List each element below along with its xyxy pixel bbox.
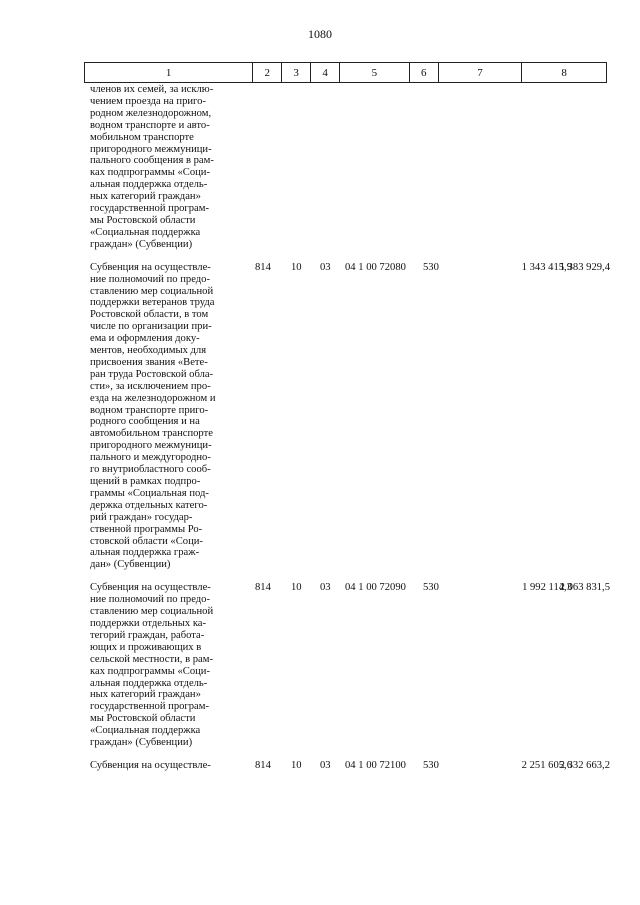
row-description: Субвенция на осуществле- <box>90 759 211 771</box>
header-col-8: 8 <box>561 66 567 79</box>
row-section-code: 10 <box>291 759 302 771</box>
row-section-code: 10 <box>291 261 302 273</box>
table-header <box>84 62 607 83</box>
row-glav-code: 814 <box>255 759 271 771</box>
table-row <box>90 760 610 772</box>
header-col-3: 3 <box>282 63 311 82</box>
row-target-code: 04 1 00 72100 <box>345 759 406 771</box>
page-number: 1080 <box>308 27 332 41</box>
table-row <box>90 582 610 749</box>
row-target-code: 04 1 00 72080 <box>345 261 406 273</box>
header-col-1: 1 <box>85 63 253 82</box>
header-col-2: 2 <box>253 63 282 82</box>
table-body <box>90 84 610 772</box>
row-amount-col8: 2 332 663,2 <box>559 759 610 771</box>
row-glav-code: 814 <box>255 582 271 594</box>
table-row <box>90 262 610 572</box>
row-amount-col8: 2 063 831,5 <box>559 582 610 594</box>
row-description: Субвенция на осуществле- ние полномочий по предо- ставлению мер социальной поддержки ветеранов труда Ростовской области, в том числе по организации при- ема и оформления доку- ментов, необходимых для присвоения звания «Ветe- ран труда Ростовской обла- сти», за исключением про- езда на железнодорожном и водном транспорте приго- родного сообщения и на автомобильном транспорте пригородного межмуници- пального и междугородно- го внутриобластного сооб- щений в рамках подпро- граммы «Социальная под- держка отдельных катего- рий граждан» государ- ственной программы Ро- стовской области «Соци- альная поддержка граж- дан» (Субвенции) <box>90 261 216 571</box>
row-expense-type: 530 <box>423 759 439 771</box>
row-section-code: 10 <box>291 582 302 594</box>
row-description: Субвенция на осуществле- ние полномочий по предо- ставлению мер социальной поддержки отдельных ка- тегорий граждан, работа- ющих и проживающих в сельской местности, в рам- ках подпрограммы «Соци- альная поддержка отдель- ных категорий граждан» государственной програм- мы Ростовской области «Социальная поддержка граждан» (Субвенции) <box>90 582 214 749</box>
row-glav-code: 814 <box>255 261 271 273</box>
header-col-5: 5 <box>340 63 410 82</box>
row-subsection-code: 03 <box>320 759 331 771</box>
row-subsection-code: 03 <box>320 582 331 594</box>
row-subsection-code: 03 <box>320 261 331 273</box>
header-col-7: 7 <box>439 63 523 82</box>
row-expense-type: 530 <box>423 261 439 273</box>
header-col-4: 4 <box>311 63 340 82</box>
row-target-code: 04 1 00 72090 <box>345 582 406 594</box>
row-description: членов их семей, за исклю- чением проезда на приго- родном железнодорожном, водном транспорте и авто- мобильном транспорте пригородного межмуници- пального сообщения в рам- ках подпрограммы «Соци- альная поддержка отдель- ных категорий граждан» государственной програм- мы Ростовской области «Социальная поддержка граждан» (Субвенции) <box>90 84 214 250</box>
row-amount-col7: 2 251 605,6 <box>521 759 572 771</box>
row-amount-col7: 1 992 114,3 <box>522 582 572 594</box>
header-col-6: 6 <box>410 63 439 82</box>
row-amount-col8: 1 383 929,4 <box>559 261 610 273</box>
row-amount-col7: 1 343 415,9 <box>521 261 572 273</box>
table-row <box>90 84 610 251</box>
row-expense-type: 530 <box>423 582 439 594</box>
